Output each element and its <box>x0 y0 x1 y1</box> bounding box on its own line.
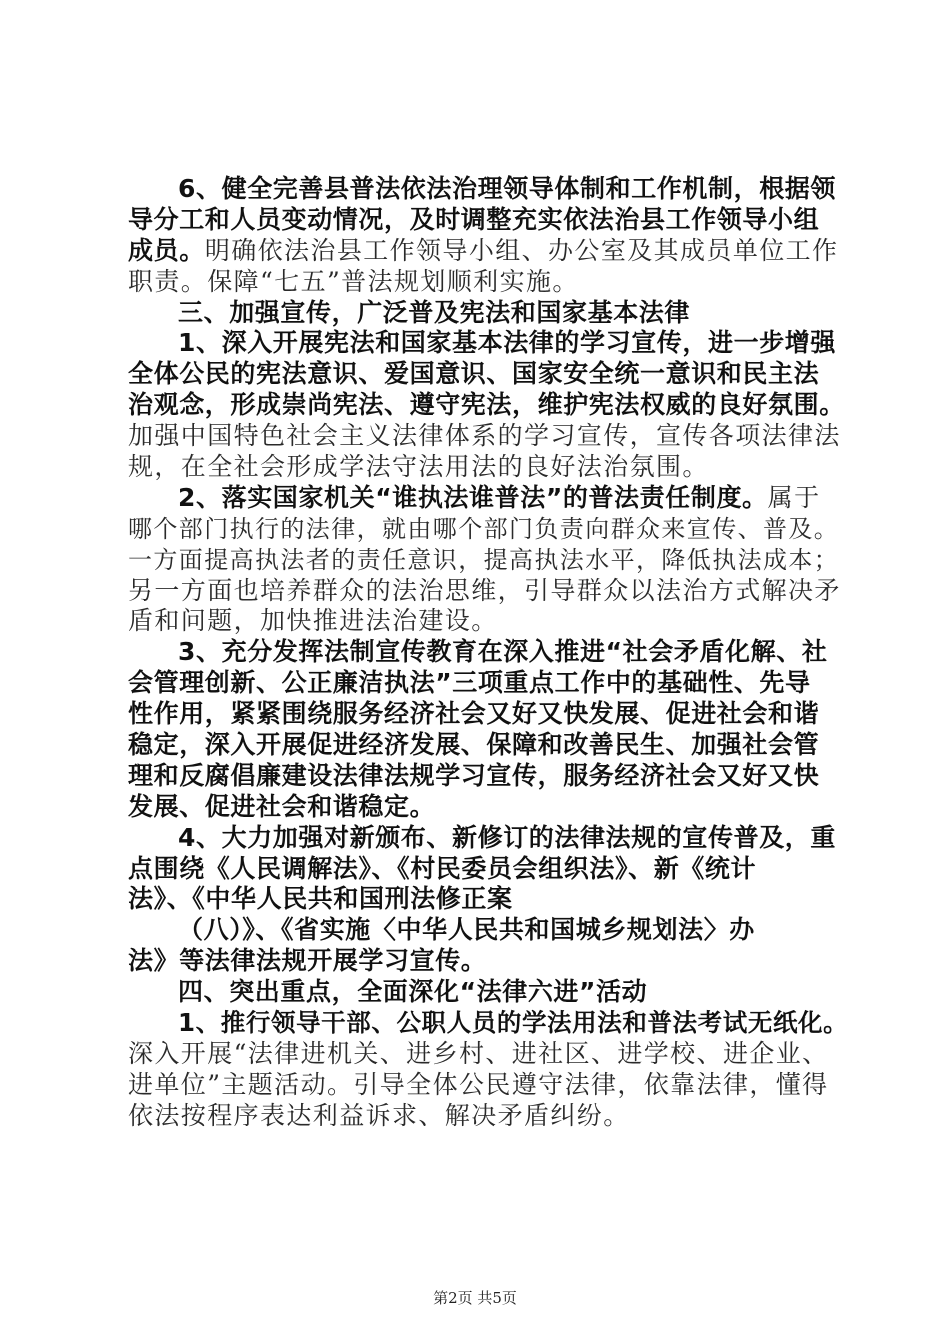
text-line: 6、健全完善县普法依法治理领导体制和工作机制，根据领 <box>178 174 836 203</box>
text-line: 规，在全社会形成学法守法用法的良好法治氛围。 <box>128 452 709 482</box>
text-line: 导分工和人员变动情况，及时调整充实依法治县工作领导小组 <box>128 204 820 234</box>
page-number-footer: 第2页 共5页 <box>433 1289 517 1307</box>
text-line: 1、推行领导干部、公职人员的学法用法和普法考试无纸化。 <box>178 1008 849 1038</box>
text-line: 点围绕《人民调解法》、《村民委员会组织法》、新《统计 <box>128 853 757 883</box>
text-line: 深入开展“法律进机关、进乡村、进社区、进学校、进企业、 <box>128 1038 829 1068</box>
text-line: 全体公民的宪法意识、爱国意识、国家安全统一意识和民主法 <box>128 359 820 389</box>
text-line: 发展、促进社会和谐稳定。 <box>128 791 436 821</box>
text-segment-light: 明确依法治县工作领导小组、办公室及其成员单位工作 <box>204 235 839 265</box>
text-line: 1、深入开展宪法和国家基本法律的学习宣传，进一步增强 <box>178 328 836 358</box>
text-line: 盾和问题，加快推进法治建设。 <box>128 606 498 636</box>
text-line: 稳定，深入开展促进经济发展、保障和改善民生、加强社会管 <box>128 730 820 760</box>
document-body <box>128 174 850 1132</box>
text-line <box>128 236 850 267</box>
text-segment-light: 属于 <box>767 482 821 512</box>
text-line: 加强中国特色社会主义法律体系的学习宣传，宣传各项法律法 <box>128 421 841 451</box>
text-line: 一方面提高执法者的责任意识，提高执法水平，降低执法成本； <box>128 545 840 574</box>
text-line <box>128 483 850 514</box>
text-line: 法》等法律法规开展学习宣传。 <box>128 946 487 976</box>
text-line: 法》、《中华人民共和国刑法修正案 <box>128 884 513 914</box>
text-line: 性作用，紧紧围绕服务经济社会又好又快发展、促进社会和谐 <box>128 699 820 729</box>
text-line: 哪个部门执行的法律，就由哪个部门负责向群众来宣传、普及。 <box>128 514 840 543</box>
section-heading: 四、突出重点，全面深化“法律六进”活动 <box>178 977 648 1007</box>
text-line: 进单位”主题活动。引导全体公民遵守法律，依靠法律，懂得 <box>128 1069 829 1099</box>
text-line: 会管理创新、公正廉洁执法”三项重点工作中的基础性、先导 <box>128 668 811 698</box>
text-segment-bold: 2、落实国家机关“谁执法谁普法”的普法责任制度。 <box>178 482 768 512</box>
text-segment-bold: 成员。 <box>128 235 205 265</box>
text-line: 另一方面也培养群众的法治思维，引导群众以法治方式解决矛 <box>128 575 841 605</box>
text-line: 依法按程序表达利益诉求、解决矛盾纠纷。 <box>128 1100 630 1130</box>
text-line: 治观念，形成崇尚宪法、遵守宪法，维护宪法权威的良好氛围。 <box>128 390 845 420</box>
text-line: 4、大力加强对新颁布、新修订的法律法规的宣传普及，重 <box>178 822 836 852</box>
text-line: 理和反腐倡廉建设法律法规学习宣传，服务经济社会又好又快 <box>128 760 820 790</box>
text-line: 3、充分发挥法制宣传教育在深入推进“社会矛盾化解、社 <box>178 637 828 667</box>
text-line: 职责。保障“七五”普法规划顺利实施。 <box>128 266 579 296</box>
section-heading: 三、加强宣传，广泛普及宪法和国家基本法律 <box>178 297 691 327</box>
text-line: （八）》、《省实施〈中华人民共和国城乡规划法〉办 <box>178 915 755 945</box>
